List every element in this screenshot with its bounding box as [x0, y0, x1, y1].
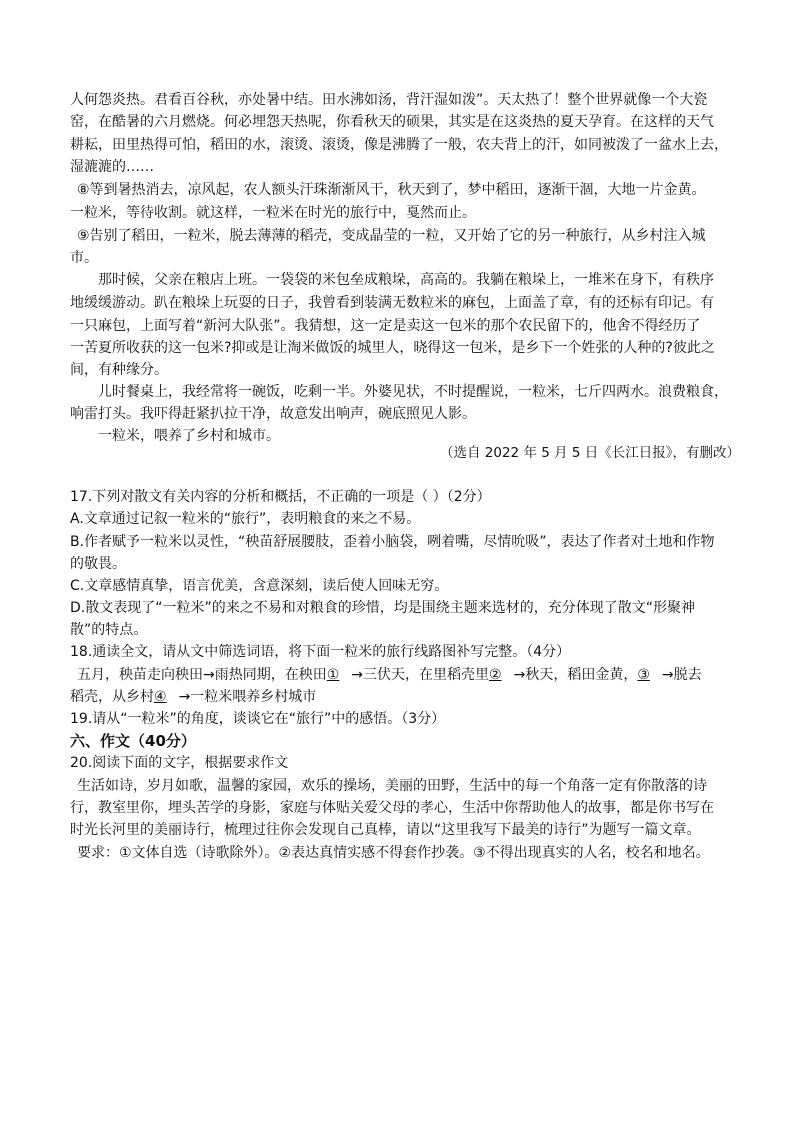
- q17-option-b: B.作者赋予一粒米以灵性，“秧苗舒展腰肢，歪着小脑袋，咧着嘴，尽情吮吸”，表达了作者对土地和作物: [70, 534, 715, 550]
- passage-line: ⑨告别了稻田，一粒米，脱去薄薄的稻壳，变成晶莹的一粒，又开始了它的另一种旅行，从乡村注入城: [77, 228, 706, 244]
- q17-option-b-cont: 的敬畏。: [70, 556, 126, 572]
- route-text: →三伏天，在里稻壳里: [351, 667, 490, 683]
- q17-option-d-cont: 散”的特点。: [70, 622, 148, 638]
- passage-line: 一粒米，喂养了乡村和城市。: [98, 428, 280, 444]
- passage-line: 人何怨炎热。君看百谷秋，亦处暑中结。田水沸如汤，背汗湿如泼”。天太热了！整个世界就像一个大瓷: [70, 92, 708, 108]
- q17-option-a: A.文章通过记叙一粒米的“旅行”，表明粮食的来之不易。: [70, 511, 421, 527]
- route-text: 稻壳，从乡村: [70, 689, 154, 705]
- q18-route-line2: [70, 688, 316, 706]
- passage-line: 耕耘，田里热得可怕，稻田的水，滚烫、滚烫，像是沸腾了一般，农夫背上的汗，如同被泼了一盆水上去，: [70, 137, 728, 153]
- q20-prompt: 行，教室里你，埋头苦学的身影，家庭与体贴关爱父母的孝心，生活中你帮助他人的故事，都是你书写在: [70, 800, 714, 816]
- q20-prompt: 生活如诗，岁月如歌，温馨的家园，欢乐的操场，美丽的田野，生活中的每一个角落一定有你散落的诗: [77, 778, 707, 794]
- q17-option-c: C.文章感情真挚，语言优美，含意深刻，读后使人回味无穷。: [70, 578, 449, 594]
- passage-line: 市。: [70, 250, 98, 266]
- passage-line: 一苦夏所收获的这一包米?抑或是让淘米做饭的城里人，晓得这一包米，是乡下一个姓张的人种的?彼此之: [70, 340, 715, 356]
- q20-stem: 20.阅读下面的文字，根据要求作文: [70, 755, 289, 771]
- passage-line: 一只麻包，上面写着“新河大队张”。我猜想，这一定是卖这一包米的那个农民留下的，他舍不得经历了: [70, 318, 701, 334]
- passage-line: 间，有种缘分。: [70, 362, 168, 378]
- route-text: →一粒米喂养乡村城市: [178, 689, 317, 705]
- q17-option-d: D.散文表现了“一粒米”的来之不易和对粮食的珍惜，均是围绕主题来选材的，充分体现了散文“形聚神: [70, 600, 695, 616]
- passage-line: 窑，在酷暑的六月燃烧。何必埋怨天热呢，你看秋天的硕果，其实是在这炎热的夏天孕育。在这样的天气: [70, 114, 714, 130]
- q18-route-line1: [77, 666, 702, 684]
- q18-stem: 18.通读全文，请从文中筛选词语，将下面一粒米的旅行线路图补写完整。（4分）: [70, 644, 571, 660]
- passage-line: 儿时餐桌上，我经常将一碗饭，吃剩一半。外婆见状，不时提醒说，一粒米，七斤四两水。浪费粮食，: [98, 384, 728, 400]
- passage-line: ⑧等到暑热消去，凉风起，农人额头汗珠渐渐风干，秋天到了，梦中稻田，逐渐干涸，大地一片金黄。: [77, 182, 706, 198]
- passage-line: 地缓缓游动。趴在粮垛上玩耍的日子，我曾看到装满无数粒米的麻包，上面盖了章，有的还标有印记。有: [70, 295, 714, 311]
- route-text: →秋天，稻田金黄，: [513, 667, 638, 683]
- passage-line: 一粒米，等待收割。就这样，一粒米在时光的旅行中，戛然而止。: [70, 205, 476, 221]
- route-text: →脱去: [661, 667, 702, 683]
- passage-line: 那时候，父亲在粮店上班。一袋袋的米包垒成粮垛，高高的。我躺在粮垛上，一堆米在身下，有秩序: [98, 272, 714, 288]
- blank-3: ③: [637, 667, 650, 683]
- blank-2: ②: [489, 667, 502, 683]
- q17-stem: 17.下列对散文有关内容的分析和概括，不正确的一项是（ ）（2分）: [70, 489, 491, 505]
- q20-prompt: 时光长河里的美丽诗行，梳理过往你会发现自己真棒，请以“这里我写下最美的诗行”为题写一篇文章。: [70, 822, 701, 838]
- blank-1: ①: [326, 667, 340, 683]
- source-citation: （选自 2022 年 5 月 5 日《长江日报》，有删改）: [440, 445, 741, 461]
- question-19: 19.请从“一粒米”的角度，谈谈它在“旅行”中的感悟。（3分）: [70, 711, 446, 727]
- section-heading-composition: 六、作文（40分）: [70, 732, 196, 750]
- passage-line: 响雷打头。我吓得赶紧扒拉干净，故意发出响声，碗底照见人影。: [70, 406, 476, 422]
- q20-requirements: 要求：①文体自选（诗歌除外）。②表达真情实感不得套作抄袭。③不得出现真实的人名，校名和地名。: [77, 845, 710, 861]
- passage-line: 湿漉漉的……: [70, 159, 154, 175]
- route-text: 五月，秧苗走向秧田→雨热同期，在秧田: [77, 667, 327, 683]
- blank-4: ④: [154, 689, 167, 705]
